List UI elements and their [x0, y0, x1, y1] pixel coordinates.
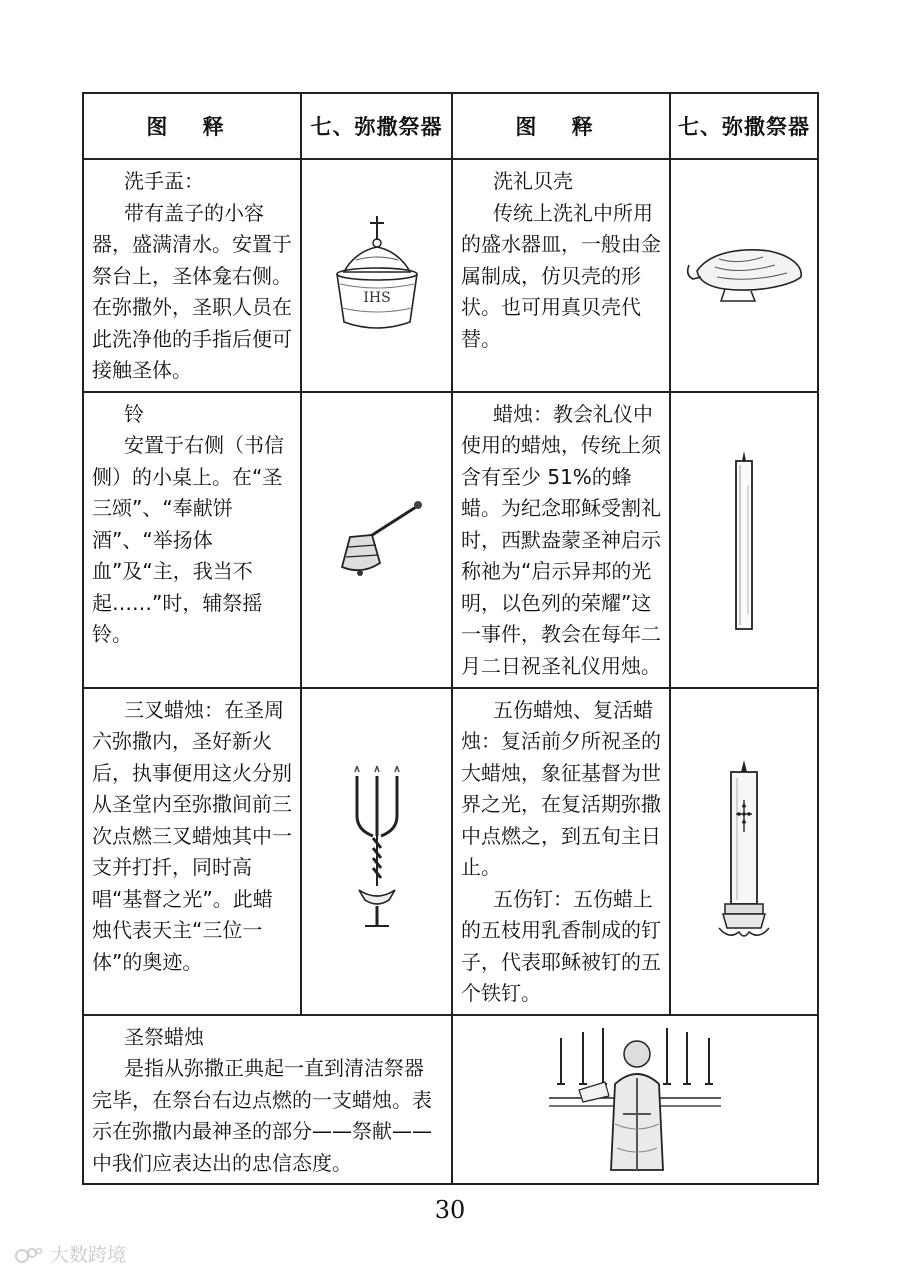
watermark-text: 大数跨境 [50, 1244, 127, 1266]
altar-bell-icon [322, 495, 432, 585]
sacred-vessels-table [82, 92, 819, 1185]
paschal-nails-text: 五伤钉：五伤蜡上的五枝用乳香制成的钉子，代表耶稣被钉的五个铁钉。 [461, 886, 661, 1005]
header-illustration-2: 图 释 [452, 93, 670, 159]
sanctus-candle-description [83, 1015, 452, 1185]
triple-candle-icon [337, 766, 417, 936]
header-illustration-1: 图 释 [83, 93, 301, 159]
candle-text: 蜡烛：教会礼仪中使用的蜡烛，传统上须含有至少 51%的蜂蜡。为纪念耶稣受割礼时，西默盎蒙圣神启示称祂为“启示异邦的光明，以色列的荣耀”这一事件，教会在每年二月二日祝圣礼仪用烛。 [461, 401, 661, 678]
shell-title: 洗礼贝壳 [493, 169, 573, 193]
lavabo-description [83, 159, 301, 392]
lavabo-text: 带有盖子的小容器，盛满清水。安置于祭台上，圣体龛右侧。在弥撒外，圣职人员在此洗净他的手指后便可接触圣体。 [92, 200, 292, 382]
table-row [83, 392, 818, 688]
paschal-candle-image-cell [670, 688, 818, 1015]
paschal-candle-icon [709, 756, 779, 946]
triple-candle-text: 三叉蜡烛：在圣周六弥撒内，圣好新火后，执事便用这火分别从圣堂内至弥撒间前三次点燃三叉蜡烛其中一支并打扦，同时高唱“基督之光”。此蜡烛代表天主“三位一体”的奥迹。 [92, 697, 292, 974]
table-row [83, 159, 818, 392]
shell-image-cell [670, 159, 818, 392]
ihs-monogram: IHS [362, 290, 391, 307]
bell-title: 铃 [124, 401, 144, 426]
lavabo-image-cell [301, 159, 452, 392]
bell-description [83, 392, 301, 688]
shell-description [452, 159, 670, 392]
table-row [83, 1015, 818, 1185]
candle-description [452, 392, 670, 688]
paschal-candle-text: 五伤蜡烛、复活蜡烛：复活前夕所祝圣的大蜡烛，象征基督为世界之光，在复活期弥撒中点燃之，到五旬主日止。 [461, 697, 661, 879]
sanctus-candle-text: 是指从弥撒正典起一直到清洁祭器完毕，在祭台右边点燃的一支蜡烛。表示在弥撒内最神圣的部分——祭献——中我们应表达出的忠信态度。 [92, 1056, 432, 1175]
lavabo-bowl-icon [322, 210, 432, 340]
header-section-2: 七、弥撒祭器 [670, 93, 818, 159]
lavabo-title: 洗手盂： [124, 169, 204, 193]
header-section-1: 七、弥撒祭器 [301, 93, 452, 159]
shell-text: 传统上洗礼中所用的盛水器皿，一般由金属制成，仿贝壳的形状。也可用真贝壳代替。 [461, 200, 661, 351]
table-row [83, 688, 818, 1015]
triple-candle-description [83, 688, 301, 1015]
baptismal-shell-icon [679, 235, 809, 315]
altar-image-cell [452, 1015, 818, 1185]
bell-image-cell [301, 392, 452, 688]
priest-at-altar-icon [545, 1024, 725, 1174]
paschal-candle-description [452, 688, 670, 1015]
triple-candle-image-cell [301, 688, 452, 1015]
watermark [14, 1240, 126, 1267]
page-number: 30 [434, 1196, 466, 1224]
bell-text: 安置于右侧（书信侧）的小桌上。在“圣三颂”、“奉献饼酒”、“举扬体血”及“主，我当不起……”时，辅祭摇铃。 [92, 433, 284, 646]
sanctus-candle-title: 圣祭蜡烛 [124, 1024, 204, 1049]
table-header-row [83, 93, 818, 159]
candle-icon [714, 445, 774, 635]
watermark-logo-icon [14, 1245, 44, 1267]
candle-image-cell [670, 392, 818, 688]
